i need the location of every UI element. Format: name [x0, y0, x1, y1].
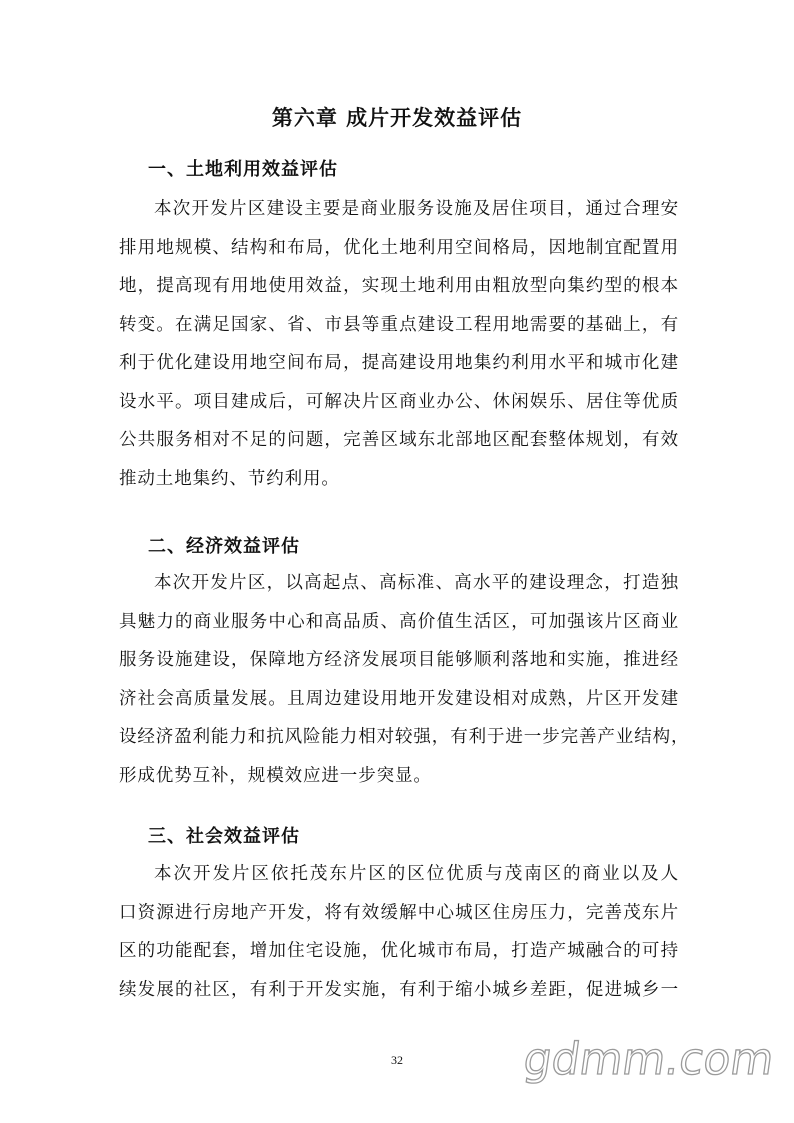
section-heading-economic: 二、经济效益评估 — [148, 536, 300, 557]
text-line: 本次开发片区依托茂东片区的区位优质与茂南区的商业以及人 — [154, 864, 679, 884]
text-line: 形成优势互补，规模效应进一步突显。 — [119, 765, 432, 786]
text-line: 公共服务相对不足的问题，完善区域东北部地区配套整体规划，有效 — [119, 430, 679, 450]
text-line: 地，提高现有用地使用效益，实现土地利用由粗放型向集约型的根本 — [119, 276, 679, 296]
page-number: 32 — [391, 1053, 403, 1067]
text-line: 口资源进行房地产开发，将有效缓解中心城区住房压力，完善茂东片 — [119, 902, 679, 923]
text-line: 具魅力的商业服务中心和高品质、高价值生活区，可加强该片区商业 — [119, 611, 679, 632]
text-line: 济社会高质量发展。且周边建设用地开发建设相对成熟，片区开发建 — [119, 688, 679, 709]
paragraph-land-use — [119, 190, 679, 498]
watermark-logo: gdmm.com — [520, 1034, 778, 1085]
text-line: 本次开发片区建设主要是商业服务设施及居住项目，通过合理安 — [154, 199, 679, 219]
paragraph-economic — [119, 564, 690, 795]
section-heading-land-use: 一、土地利用效益评估 — [148, 159, 338, 180]
text-line: 续发展的社区，有利于开发实施，有利于缩小城乡差距，促进城乡一 — [119, 979, 679, 1000]
section-heading-social: 三、社会效益评估 — [148, 826, 300, 847]
text-line: 排用地规模、结构和布局，优化土地利用空间格局，因地制宜配置用 — [119, 237, 679, 258]
text-line: 利于优化建设用地空间布局，提高建设用地集约利用水平和城市化建 — [119, 353, 679, 373]
text-line: 区的功能配套，增加住宅设施，优化城市布局，打造产城融合的可持 — [119, 941, 679, 961]
text-line: 本次开发片区，以高起点、高标准、高水平的建设理念，打造独 — [154, 573, 679, 593]
text-line: 设水平。项目建成后，可解决片区商业办公、休闲娱乐、居住等优质 — [119, 391, 679, 412]
text-line: 转变。在满足国家、省、市县等重点建设工程用地需要的基础上，有 — [119, 314, 679, 335]
paragraph-social — [119, 855, 679, 1009]
text-line: 设经济盈利能力和抗风险能力相对较强，有利于进一步完善产业结构， — [119, 727, 690, 747]
chapter-title: 第六章 成片开发效益评估 — [271, 106, 523, 130]
text-line: 服务设施建设，保障地方经济发展项目能够顺利落地和实施，推进经 — [119, 650, 679, 670]
text-line: 推动土地集约、节约利用。 — [119, 468, 340, 489]
